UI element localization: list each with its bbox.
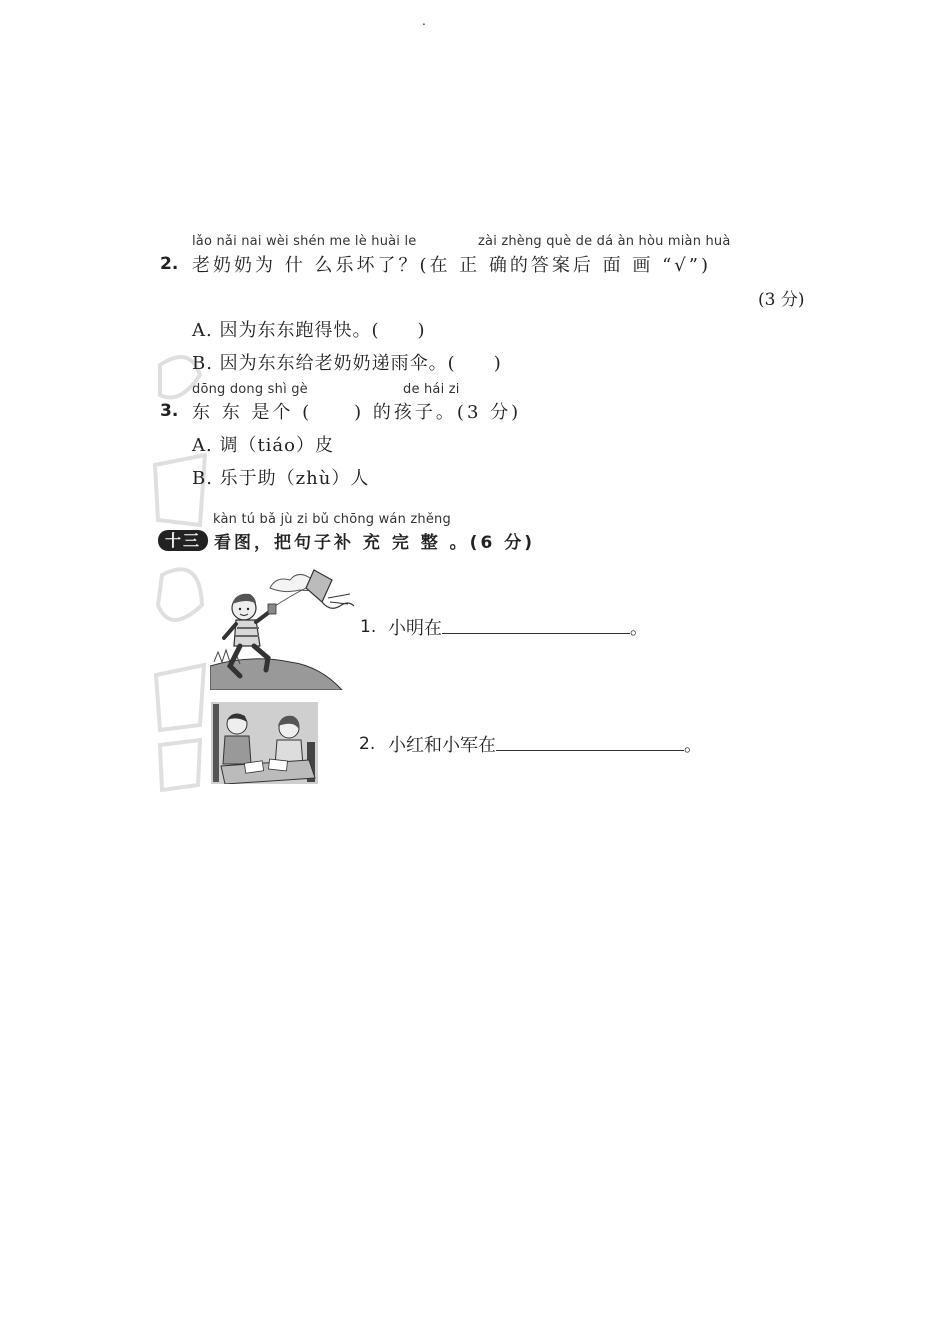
item1-end: 。 — [630, 618, 648, 639]
q2-option-a: A. 因为东东跑得快。( ) — [192, 320, 426, 341]
two-children-studying-illustration — [211, 702, 318, 784]
boy-flying-kite-illustration — [210, 566, 358, 690]
item2-answer-blank[interactable] — [496, 732, 684, 751]
item1-number: 1. — [360, 617, 377, 637]
q3-option-b: B. 乐于助（zhù）人 — [192, 468, 370, 489]
section13-title: 看图，把句子补 充 完 整 。(6 分) — [214, 533, 535, 553]
header-dot: . — [422, 14, 426, 28]
section13-badge: 十三 — [158, 530, 208, 551]
q2-pinyin-part2: zài zhèng què de dá àn hòu miàn huà — [478, 234, 731, 249]
item1-sentence — [388, 614, 648, 640]
item1-text: 小明在 — [388, 618, 442, 639]
item2-number: 2. — [359, 734, 376, 754]
q2-number: 2. — [160, 254, 179, 274]
item2-sentence — [388, 731, 702, 757]
item2-end: 。 — [684, 735, 702, 756]
q3-number: 3. — [160, 401, 179, 421]
item2-text: 小红和小军在 — [388, 735, 496, 756]
q2-pinyin-part1: lǎo nǎi nai wèi shén me lè huài le — [192, 234, 417, 249]
item1-answer-blank[interactable] — [442, 615, 630, 634]
q2-question-text: 老奶奶为 什 么乐坏了？(在 正 确的答案后 面 画 “√”) — [192, 255, 711, 276]
section13-pinyin: kàn tú bǎ jù zi bǔ chōng wán zhěng — [213, 512, 451, 527]
q3-question-text: 东 东 是个 ( ) 的孩子。(3 分) — [192, 402, 522, 423]
q3-pinyin-part1: dōng dong shì gè — [192, 382, 308, 397]
q2-option-b: B. 因为东东给老奶奶递雨伞。( ) — [192, 353, 502, 374]
section13-badge-wrap — [158, 528, 208, 551]
q3-pinyin-part2: de hái zi — [403, 382, 460, 397]
q3-option-a: A. 调（tiáo）皮 — [192, 435, 335, 456]
q2-score: (3 分) — [758, 290, 805, 310]
